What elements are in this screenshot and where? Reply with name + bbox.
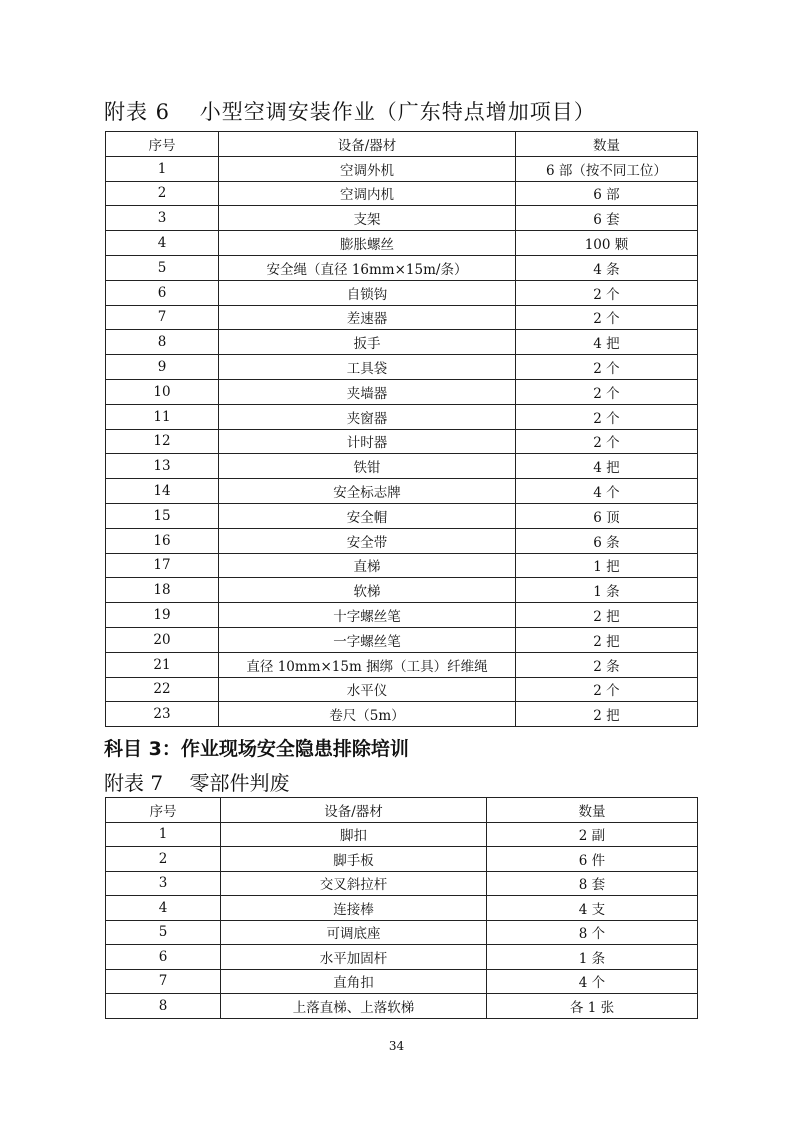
row-index-cell: 22 [106, 677, 219, 702]
table7-header-equipment: 设备/器材 [221, 798, 487, 823]
row-equipment-cell: 支架 [219, 206, 516, 231]
section3-heading: 科目 3：作业现场安全隐患排除培训 [104, 738, 409, 760]
row-equipment-cell: 安全绳（直径 16mm×15m/条） [219, 255, 516, 280]
table-row [106, 822, 698, 847]
row-quantity-cell: 4 个 [516, 479, 698, 504]
row-quantity-cell: 2 条 [516, 652, 698, 677]
table-row [106, 627, 698, 652]
row-index-cell: 16 [106, 528, 219, 553]
table-row [106, 156, 698, 181]
row-index-cell: 6 [106, 945, 221, 970]
table-row [106, 206, 698, 231]
row-equipment-cell: 连接棒 [221, 896, 487, 921]
row-index-cell: 7 [106, 969, 221, 994]
row-quantity-cell: 2 个 [516, 379, 698, 404]
row-equipment-cell: 软梯 [219, 578, 516, 603]
row-equipment-cell: 工具袋 [219, 355, 516, 380]
table-row [106, 429, 698, 454]
table-row [106, 945, 698, 970]
table-row [106, 896, 698, 921]
row-equipment-cell: 直角扣 [221, 969, 487, 994]
row-quantity-cell: 8 套 [487, 871, 698, 896]
row-quantity-cell: 2 把 [516, 627, 698, 652]
row-equipment-cell: 上落直梯、上落软梯 [221, 994, 487, 1019]
table-row [106, 503, 698, 528]
table-row [106, 871, 698, 896]
table7 [105, 797, 698, 1019]
row-index-cell: 17 [106, 553, 219, 578]
table-row [106, 379, 698, 404]
table-row [106, 305, 698, 330]
table6-header-index: 序号 [106, 132, 219, 157]
row-quantity-cell: 2 把 [516, 603, 698, 628]
row-index-cell: 8 [106, 330, 219, 355]
row-equipment-cell: 夹墙器 [219, 379, 516, 404]
row-equipment-cell: 水平加固杆 [221, 945, 487, 970]
row-equipment-cell: 一字螺丝笔 [219, 627, 516, 652]
row-equipment-cell: 脚扣 [221, 822, 487, 847]
row-index-cell: 4 [106, 896, 221, 921]
row-equipment-cell: 安全帽 [219, 503, 516, 528]
table-row [106, 920, 698, 945]
table-row [106, 553, 698, 578]
row-equipment-cell: 铁钳 [219, 454, 516, 479]
row-index-cell: 15 [106, 503, 219, 528]
row-quantity-cell: 8 个 [487, 920, 698, 945]
row-quantity-cell: 4 支 [487, 896, 698, 921]
row-quantity-cell: 4 条 [516, 255, 698, 280]
row-index-cell: 9 [106, 355, 219, 380]
row-quantity-cell: 2 个 [516, 404, 698, 429]
table6-header-equipment: 设备/器材 [219, 132, 516, 157]
row-quantity-cell: 2 个 [516, 355, 698, 380]
row-quantity-cell: 1 条 [487, 945, 698, 970]
row-index-cell: 2 [106, 181, 219, 206]
table-row [106, 454, 698, 479]
row-equipment-cell: 水平仪 [219, 677, 516, 702]
row-index-cell: 19 [106, 603, 219, 628]
table-row [106, 355, 698, 380]
row-index-cell: 13 [106, 454, 219, 479]
table-row [106, 603, 698, 628]
row-quantity-cell: 6 件 [487, 847, 698, 872]
row-quantity-cell: 2 个 [516, 429, 698, 454]
table6 [105, 131, 698, 727]
table6-header-quantity: 数量 [516, 132, 698, 157]
row-quantity-cell: 4 把 [516, 330, 698, 355]
row-equipment-cell: 卷尺（5m） [219, 702, 516, 727]
row-index-cell: 3 [106, 206, 219, 231]
table-row [106, 479, 698, 504]
row-index-cell: 5 [106, 255, 219, 280]
row-index-cell: 14 [106, 479, 219, 504]
row-index-cell: 20 [106, 627, 219, 652]
row-quantity-cell: 6 顶 [516, 503, 698, 528]
row-index-cell: 21 [106, 652, 219, 677]
table-row [106, 578, 698, 603]
table7-header-row [106, 798, 698, 823]
row-quantity-cell: 6 部（按不同工位） [516, 156, 698, 181]
row-quantity-cell: 6 条 [516, 528, 698, 553]
row-index-cell: 18 [106, 578, 219, 603]
table7-title: 附表 7 零部件判废 [104, 771, 290, 795]
row-quantity-cell: 6 部 [516, 181, 698, 206]
table-row [106, 969, 698, 994]
table-row [106, 231, 698, 256]
row-equipment-cell: 空调内机 [219, 181, 516, 206]
row-index-cell: 12 [106, 429, 219, 454]
row-equipment-cell: 计时器 [219, 429, 516, 454]
table-row [106, 677, 698, 702]
row-quantity-cell: 2 个 [516, 280, 698, 305]
table7-header-quantity: 数量 [487, 798, 698, 823]
row-index-cell: 2 [106, 847, 221, 872]
row-equipment-cell: 扳手 [219, 330, 516, 355]
row-equipment-cell: 差速器 [219, 305, 516, 330]
table-row [106, 404, 698, 429]
row-equipment-cell: 直梯 [219, 553, 516, 578]
table-row [106, 702, 698, 727]
row-index-cell: 4 [106, 231, 219, 256]
row-quantity-cell: 各 1 张 [487, 994, 698, 1019]
row-equipment-cell: 安全带 [219, 528, 516, 553]
row-quantity-cell: 2 个 [516, 305, 698, 330]
row-index-cell: 1 [106, 156, 219, 181]
row-equipment-cell: 十字螺丝笔 [219, 603, 516, 628]
table-row [106, 330, 698, 355]
row-equipment-cell: 膨胀螺丝 [219, 231, 516, 256]
row-quantity-cell: 4 个 [487, 969, 698, 994]
row-quantity-cell: 2 个 [516, 677, 698, 702]
table-row [106, 280, 698, 305]
row-index-cell: 1 [106, 822, 221, 847]
row-quantity-cell: 2 副 [487, 822, 698, 847]
row-equipment-cell: 夹窗器 [219, 404, 516, 429]
row-equipment-cell: 直径 10mm×15m 捆绑（工具）纤维绳 [219, 652, 516, 677]
table7-body [106, 822, 698, 1018]
table6-title: 附表 6 小型空调安装作业（广东特点增加项目） [104, 100, 596, 124]
row-quantity-cell: 1 把 [516, 553, 698, 578]
row-index-cell: 11 [106, 404, 219, 429]
table7-header-index: 序号 [106, 798, 221, 823]
row-quantity-cell: 100 颗 [516, 231, 698, 256]
row-equipment-cell: 交叉斜拉杆 [221, 871, 487, 896]
row-equipment-cell: 安全标志牌 [219, 479, 516, 504]
row-equipment-cell: 空调外机 [219, 156, 516, 181]
page-number: 34 [388, 1039, 405, 1053]
table-row [106, 652, 698, 677]
table-row [106, 255, 698, 280]
row-index-cell: 8 [106, 994, 221, 1019]
row-index-cell: 5 [106, 920, 221, 945]
row-equipment-cell: 可调底座 [221, 920, 487, 945]
row-equipment-cell: 脚手板 [221, 847, 487, 872]
table-row [106, 181, 698, 206]
table-row [106, 994, 698, 1019]
row-index-cell: 7 [106, 305, 219, 330]
table-row [106, 528, 698, 553]
row-index-cell: 3 [106, 871, 221, 896]
row-index-cell: 6 [106, 280, 219, 305]
row-quantity-cell: 6 套 [516, 206, 698, 231]
table-row [106, 847, 698, 872]
row-index-cell: 10 [106, 379, 219, 404]
row-quantity-cell: 2 把 [516, 702, 698, 727]
row-index-cell: 23 [106, 702, 219, 727]
row-equipment-cell: 自锁钩 [219, 280, 516, 305]
row-quantity-cell: 1 条 [516, 578, 698, 603]
table6-body [106, 156, 698, 726]
table6-header-row [106, 132, 698, 157]
row-quantity-cell: 4 把 [516, 454, 698, 479]
